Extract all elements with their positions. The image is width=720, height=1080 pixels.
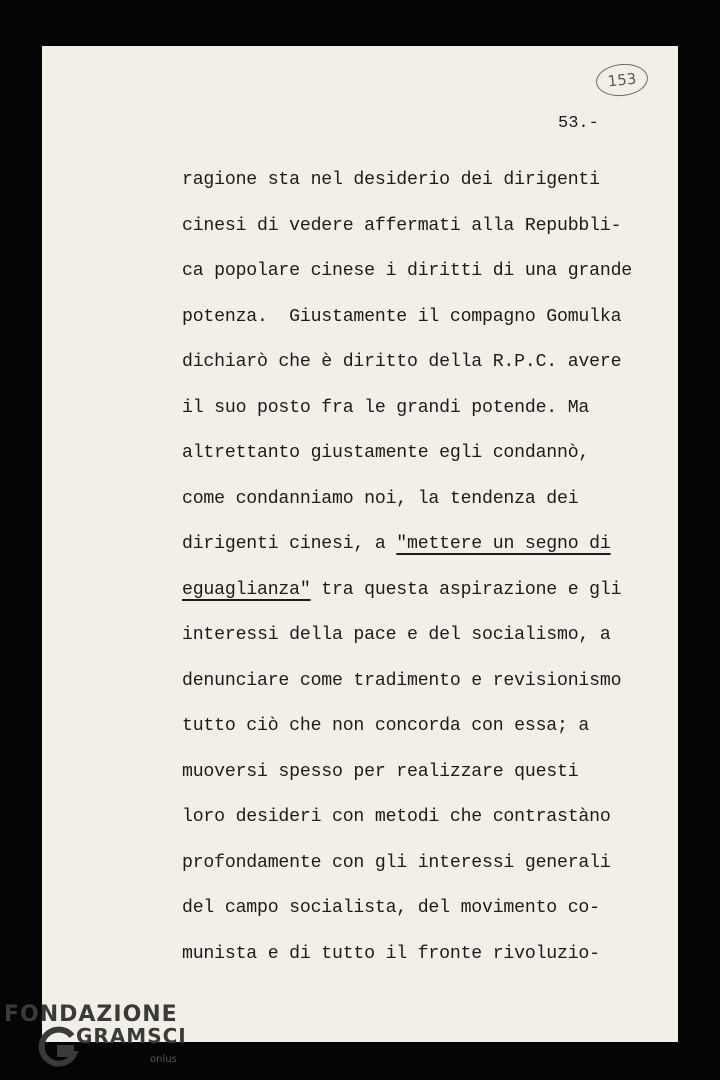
document-page [42,46,678,1042]
text-line: il suo posto fra le grandi potende. Ma [182,397,590,418]
watermark-suffix: onlus [150,1054,177,1065]
text-line: del campo socialista, del movimento co- [182,898,600,918]
text-line: interessi della pace e del socialismo, a [182,625,611,645]
text-line: dirigenti cinesi, a "mettere un segno di [182,534,611,554]
text-line: altrettanto giustamente egli condannò, [182,443,590,463]
text-line: dichiarò che è diritto della R.P.C. avere [182,352,622,372]
text-line: come condanniamo noi, la tendenza dei [182,488,579,509]
text-line: eguaglianza" tra questa aspirazione e gli [182,579,622,600]
text-line: ragione sta nel desiderio dei dirigenti [182,170,600,190]
text-line: tutto ciò che non concorda con essa; a [182,716,590,736]
gramsci-logo-icon [34,1024,80,1070]
underlined-quote: eguaglianza" [182,579,311,600]
text-line: loro desideri con metodi che contrastàno [182,807,611,827]
text-line: ca popolare cinese i diritti di una grande [182,261,632,281]
page-number: 53.- [558,114,599,133]
watermark-line2: GRAMSCI [76,1024,187,1048]
folio-stamp: 153 [594,61,649,98]
text-line: muoversi spesso per realizzare questi [182,761,579,782]
text-line: profondamente con gli interessi generali [182,852,611,873]
text-line: cinesi di vedere affermati alla Repubbli- [182,215,622,236]
text-line: denunciare come tradimento e revisionismo [182,670,622,691]
underlined-quote: "mettere un segno di [396,534,611,554]
fondazione-gramsci-watermark [4,1000,194,1080]
text-line: potenza. Giustamente il compagno Gomulka [182,306,622,327]
text-line: munista e di tutto il fronte rivoluzio- [182,943,600,964]
watermark-line1: FONDAZIONE [4,1002,178,1027]
